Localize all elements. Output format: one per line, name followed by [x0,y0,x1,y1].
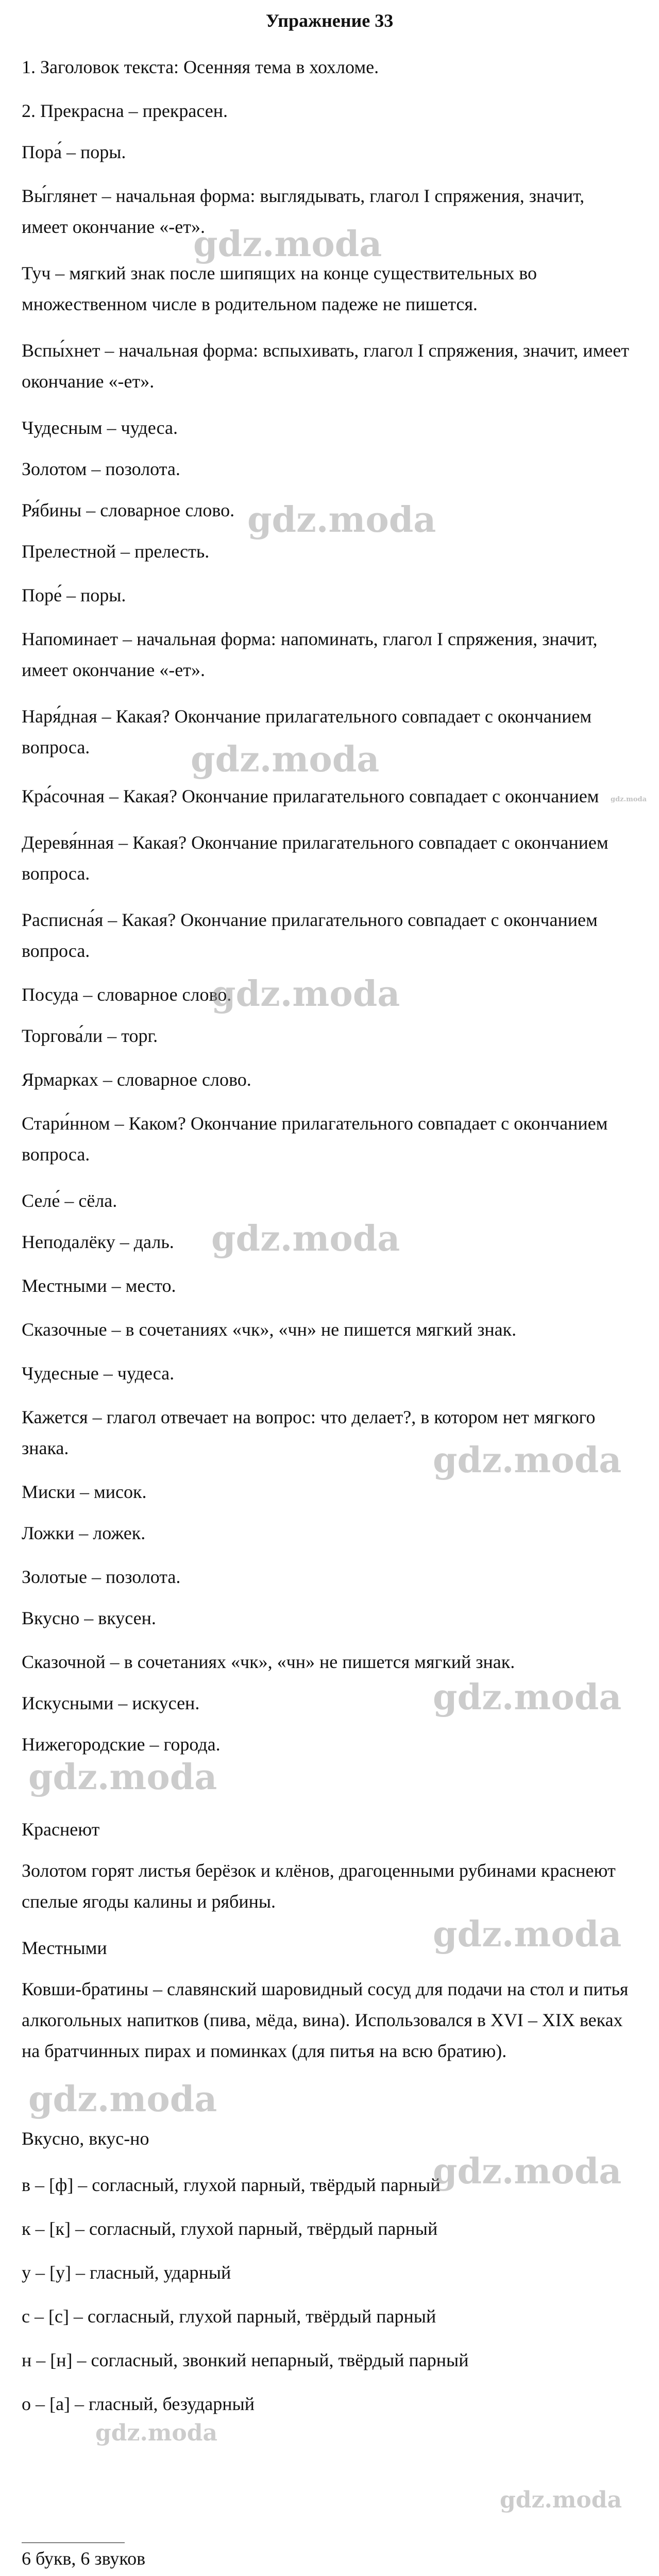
watermark: gdz.moda [433,1677,622,1718]
text-line: Искусными – искусен. [22,1693,200,1713]
watermark: gdz.moda [211,1218,400,1259]
text-line: 6 букв, 6 звуков [22,2548,146,2569]
text-line: Неподалёку – даль. [22,1232,174,1252]
text-line: множественном числе в родительном падеже не пишется. [22,294,478,314]
text-line: Туч – мягкий знак после шипящих на конце существительных во [22,263,537,283]
text-line: Золотые – позолота. [22,1567,181,1587]
text-line: Селе́ – сёла. [22,1190,117,1211]
text-line: Пора́ – поры. [22,142,126,162]
text-line: Золотом – позолота. [22,459,180,479]
text-line: Чудесным – чудеса. [22,417,178,438]
text-line: окончание «-ет». [22,371,155,392]
text-line: вопроса. [22,940,90,961]
text-line: Нижегородские – города. [22,1734,221,1755]
text-line: Сказочные – в сочетаниях «чк», «чн» не пишется мягкий знак. [22,1319,517,1340]
watermark: gdz.moda [433,2151,622,2192]
text-line: Кажется – глагол отвечает на вопрос: что делает?, в котором нет мягкого [22,1407,596,1427]
watermark: gdz.moda [191,739,380,780]
text-line: Сказочной – в сочетаниях «чк», «чн» не пишется мягкий знак. [22,1652,515,1672]
text-line: к – [к] – согласный, глухой парный, твёрдый парный [22,2218,438,2239]
text-line: вопроса. [22,863,90,884]
text-line: Стари́нном – Каком? Окончание прилагательного совпадает с окончанием [22,1113,608,1134]
text-line: Вы́глянет – начальная форма: выглядывать, глагол I спряжения, значит, [22,186,585,206]
text-line: Вкусно – вкусен. [22,1608,156,1628]
text-line: с – [с] – согласный, глухой парный, твёрдый парный [22,2306,436,2327]
text-line: н – [н] – согласный, звонкий непарный, твёрдый парный [22,2350,469,2370]
text-line: спелые ягоды калины и рябины. [22,1891,276,1912]
text-line: Местными – место. [22,1275,176,1296]
watermark: gdz.moda [247,499,436,541]
text-line: в – [ф] – согласный, глухой парный, твёрдый парный [22,2175,441,2195]
exercise-title: Упражнение 33 [265,10,394,31]
text-line: Золотом горят листья берёзок и клёнов, драгоценными рубинами краснеют [22,1860,616,1881]
text-line: имеет окончание «-ет». [22,216,205,237]
text-line: вопроса. [22,737,90,757]
text-line: Вспы́хнет – начальная форма: вспыхивать, глагол I спряжения, значит, имеет [22,340,629,361]
text-line: алкогольных напитков (пива, мёда, вина). Использовался в XVI – XIX веках [22,2010,623,2030]
text-line: вопроса. [22,1144,90,1165]
text-line: знака. [22,1438,69,1458]
watermark: gdz.moda [433,1440,622,1481]
watermark: gdz.moda [95,2420,218,2446]
text-line: Поре́ – поры. [22,585,126,605]
text-line: Торгова́ли – торг. [22,1025,158,1046]
watermark: gdz.moda [28,2079,217,2120]
text-line: Миски – мисок. [22,1481,147,1502]
text-line: у – [у] – гласный, ударный [22,2262,231,2283]
text-line: Ложки – ложек. [22,1523,146,1543]
text-line: Наря́дная – Какая? Окончание прилагательного совпадает с окончанием [22,706,592,727]
text-line: Прелестной – прелесть. [22,541,210,562]
text-line: Ковши-братины – славянский шаровидный сосуд для подачи на стол и питья [22,1979,629,1999]
text-line: Деревя́нная – Какая? Окончание прилагательного совпадает с окончанием [22,832,609,853]
watermark: gdz.moda [500,2487,622,2513]
text-line: Ярмарках – словарное слово. [22,1069,251,1090]
watermark: gdz.moda [28,1757,217,1798]
text-line: имеет окончание «-ет». [22,660,205,680]
text-line: Напоминает – начальная форма: напоминать, глагол I спряжения, значит, [22,629,598,649]
watermark: gdz.moda [211,973,400,1015]
text-line: Чудесные – чудеса. [22,1363,175,1384]
text-line: Расписна́я – Какая? Окончание прилагательного совпадает с окончанием [22,910,598,930]
watermark: gdz.moda [433,1914,622,1955]
text-line: Вкусно, вкус-но [22,2128,149,2149]
text-line: Посуда – словарное слово. [22,984,232,1005]
text-line: Кра́сочная – Какая? Окончание прилагательного совпадает с окончанием [22,786,599,806]
text-line: Ря́бины – словарное слово. [22,500,235,520]
watermark: gdz.moda [611,796,647,803]
watermark: gdz.moda [193,224,382,265]
text-line: 2. Прекрасна – прекрасен. [22,100,228,121]
text-line: на братчинных пирах и поминках (для питья на всю братию). [22,2041,507,2061]
text-line: Краснеют [22,1819,100,1840]
text-line: о – [а] – гласный, безударный [22,2394,255,2414]
text-line: 1. Заголовок текста: Осенняя тема в хохломе. [22,57,379,77]
text-line: Местными [22,1938,107,1958]
